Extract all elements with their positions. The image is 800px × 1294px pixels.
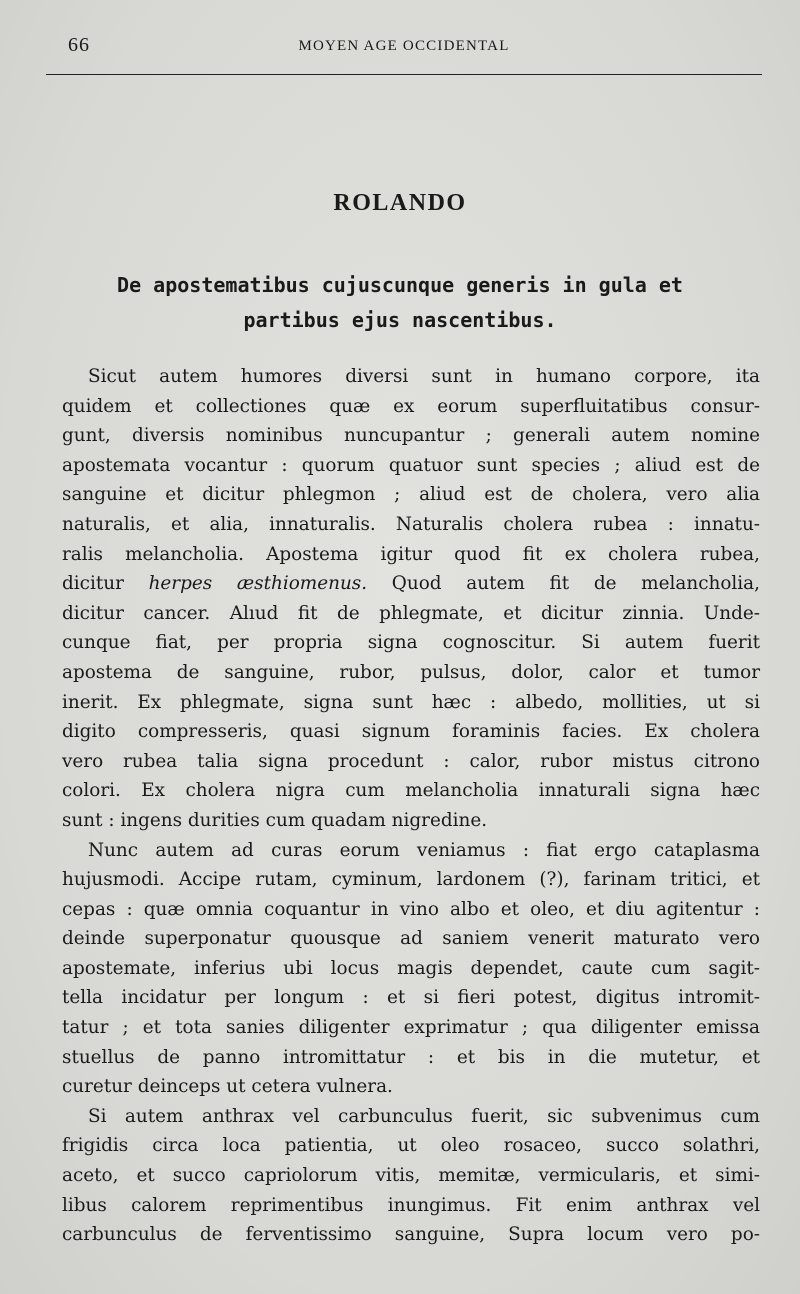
text-line: carbunculus de ferventissimo sanguine, Supra locum vero po- [62,1224,760,1246]
body-text [38,362,760,1250]
paragraph [38,836,760,1102]
text-line: dicitur cancer. Alıud fit de phlegmate, et dicitur zinnia. Unde- [62,602,760,624]
text-line: cunque fiat, per propria signa cognoscitur. Si autem fuerit [62,632,760,654]
text-line: colori. Ex cholera nigra cum melancholia innaturali signa hæc [62,780,760,802]
text-line: vero rubea talia signa procedunt : calor, rubor mistus citrono [62,750,760,772]
paragraph [38,1102,760,1250]
chapter-title [60,268,740,338]
text-line: Sicut autem humores diversi sunt in humano corpore, ita [88,366,760,387]
text-line: curetur deinceps ut cetera vulnera. [62,1076,393,1098]
chapter-title-line: partibus ejus nascentibus. [243,308,557,332]
text-line-mixed [38,569,760,599]
text-line: sunt : ingens durities cum quadam nigredine. [62,809,488,831]
text-fragment: dicitur [62,573,149,595]
text-line: frigidis circa loca patientia, ut oleo rosaceo, succo solathri, [62,1135,760,1157]
text-line: Nunc autem ad curas eorum veniamus : fiat ergo cataplasma [88,839,760,861]
text-fragment: Quod autem fit de melancholia, [367,573,760,595]
text-line: hujusmodi. Accipe rutam, cyminum, lardonem (?), farinam tritici, et [62,869,760,891]
running-header [46,34,762,68]
text-line: ralis melancholia. Apostema igitur quod fit ex cholera rubea, [62,543,760,565]
text-line: tella incidatur per longum : et si fieri potest, digitus intromit- [62,987,760,1009]
text-line: apostemate, inferius ubi locus magis dependet, caute cum sagit- [62,957,760,979]
italic-term: herpes æsthiomenus. [148,573,368,595]
text-line: inerit. Ex phlegmate, signa sunt hæc : albedo, mollities, ut si [62,691,760,713]
text-line: sanguine et dicitur phlegmon ; aliud est de cholera, vero alia [62,484,760,506]
text-line: tatur ; et tota sanies diligenter exprimatur ; qua diligenter emissa [62,1017,760,1039]
text-line: digito compresseris, quasi signum foraminis facies. Ex cholera [62,721,760,743]
text-line: apostema de sanguine, rubor, pulsus, dolor, calor et tumor [62,661,760,683]
text-line: stuellus de panno intromittatur : et bis in die mutetur, et [62,1046,760,1068]
text-line: deinde superponatur quousque ad saniem venerit maturato vero [62,928,760,950]
text-line: aceto, et succo capriolorum vitis, memitæ, vermicularis, et simi- [62,1165,760,1187]
text-line: Si autem anthrax vel carbunculus fuerit, sic subvenimus cum [88,1105,760,1127]
text-line: gunt, diversis nominibus nuncupantur ; generali autem nomine [62,425,760,447]
chapter-title-line: De apostematibus cujuscunque generis in gula et [117,273,683,297]
page-number: 66 [68,34,90,56]
text-line: quidem et collectiones quæ ex eorum superfluitatibus consur- [62,395,760,417]
header-rule [46,74,762,75]
text-line: naturalis, et alia, innaturalis. Naturalis cholera rubea : innatu- [62,513,760,535]
author-heading: ROLANDO [333,190,467,216]
text-line: cepas : quæ omnia coquantur in vino albo et oleo, et diu agitentur : [62,898,760,920]
text-line: libus calorem reprimentibus inungimus. Fit enim anthrax vel [62,1194,760,1216]
text-line: apostemata vocantur : quorum quatuor sunt species ; aliud est de [62,454,760,476]
running-title: MOYEN AGE OCCIDENTAL [298,38,510,54]
paragraph [38,362,760,836]
